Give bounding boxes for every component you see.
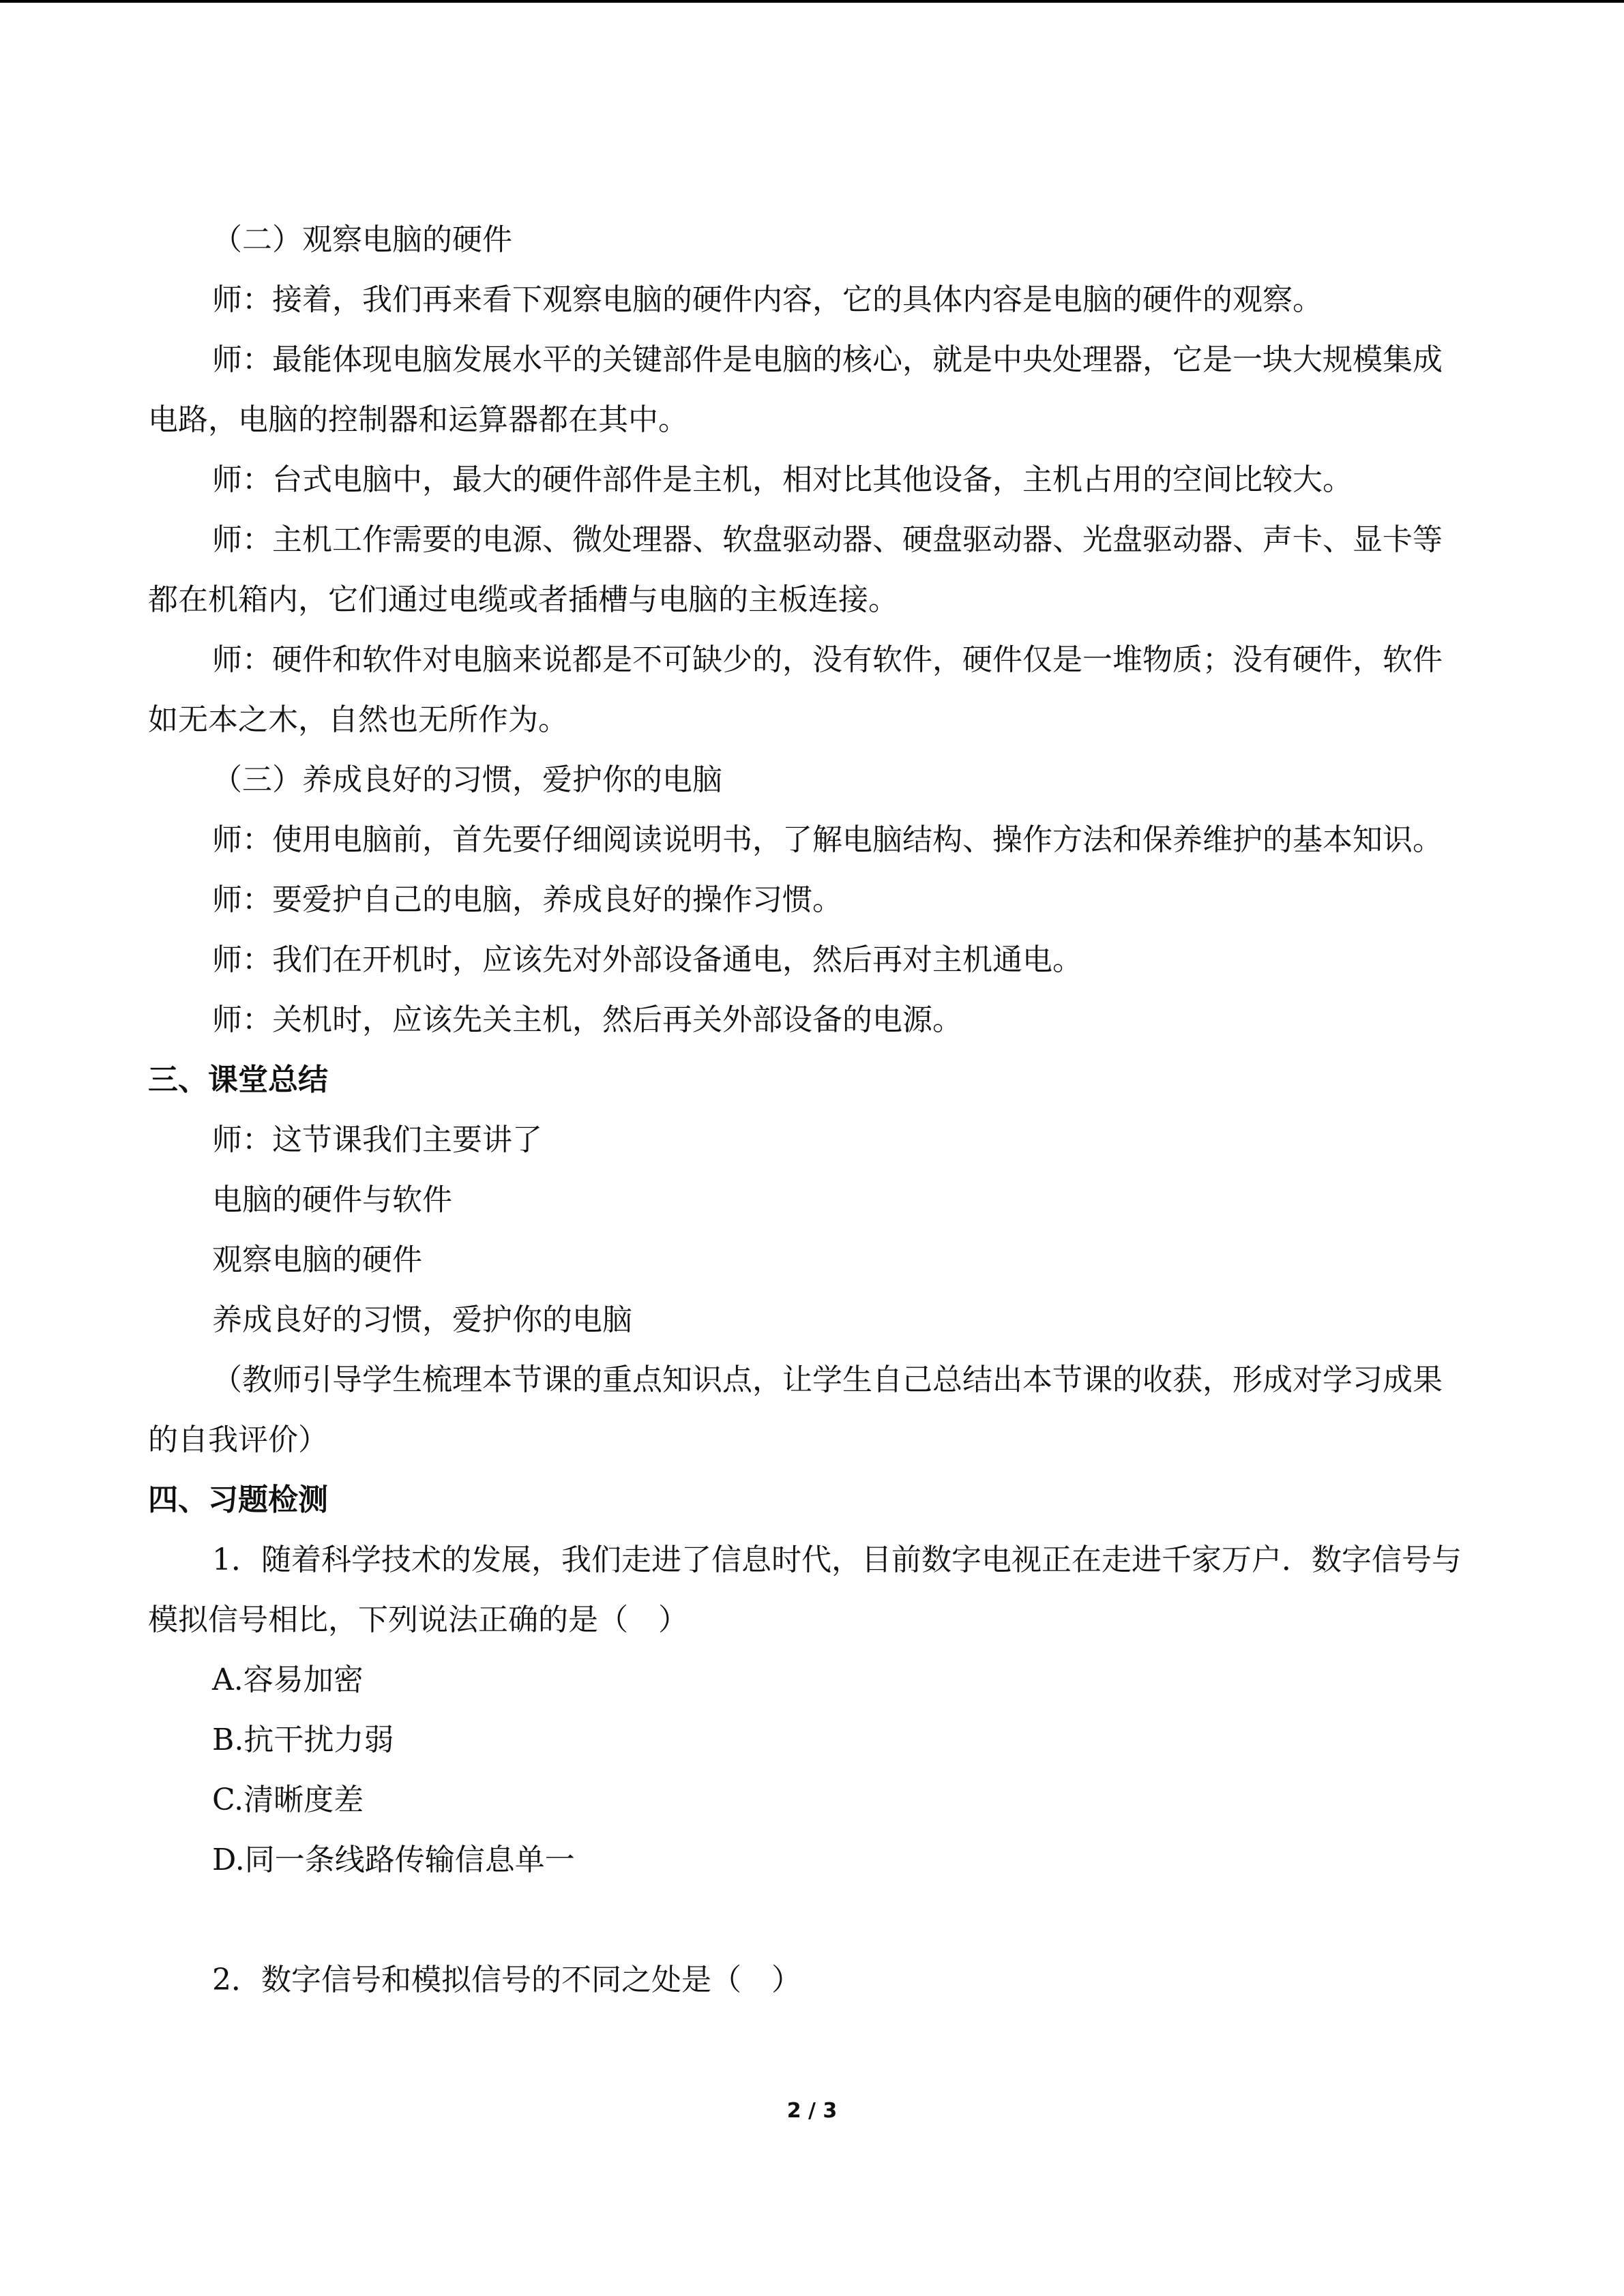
paragraph: 师：要爱护自己的电脑，养成良好的操作习惯。: [212, 882, 842, 917]
section-habit-title: （三）养成良好的习惯，爱护你的电脑: [212, 762, 722, 797]
summary-line: 电脑的硬件与软件: [212, 1182, 452, 1217]
question-1-option-d: D.同一条线路传输信息单一: [212, 1843, 575, 1877]
page-number: 2 / 3: [786, 2099, 838, 2123]
question-1-option-c: C.清晰度差: [212, 1783, 364, 1817]
document-body: [148, 210, 1471, 2010]
question-2: 2．数字信号和模拟信号的不同之处是（ ）: [212, 1963, 801, 1997]
summary-line: 观察电脑的硬件: [212, 1242, 422, 1277]
blank-line: [148, 1890, 1471, 1950]
exercise-heading: 四、习题检测: [148, 1482, 328, 1517]
summary-note: （教师引导学生梳理本节课的重点知识点，让学生自己总结出本节课的收获，形成对学习成果的自我评价）: [148, 1362, 1443, 1457]
paragraph: 师：台式电脑中，最大的硬件部件是主机，相对比其他设备，主机占用的空间比较大。: [212, 462, 1353, 497]
summary-line: 师：这节课我们主要讲了: [212, 1122, 542, 1157]
summary-heading: 三、课堂总结: [148, 1062, 328, 1097]
paragraph: 师：接着，我们再来看下观察电脑的硬件内容，它的具体内容是电脑的硬件的观察。: [212, 282, 1323, 317]
paragraph: 师：硬件和软件对电脑来说都是不可缺少的，没有软件，硬件仅是一堆物质；没有硬件，软件如无本之木，自然也无所作为。: [148, 642, 1443, 737]
question-1: 1．随着科学技术的发展，我们走进了信息时代，目前数字电视正在走进千家万户．数字信号与模拟信号相比，下列说法正确的是（ ）: [148, 1542, 1462, 1637]
question-1-option-a: A.容易加密: [212, 1663, 364, 1697]
section-observe-title: （二）观察电脑的硬件: [212, 222, 512, 257]
paragraph: 师：关机时，应该先关主机，然后再关外部设备的电源。: [212, 1002, 962, 1037]
summary-line: 养成良好的习惯，爱护你的电脑: [212, 1302, 632, 1337]
question-1-option-b: B.抗干扰力弱: [212, 1723, 394, 1757]
paragraph: 师：使用电脑前，首先要仔细阅读说明书，了解电脑结构、操作方法和保养维护的基本知识。: [212, 822, 1443, 857]
paragraph: 师：主机工作需要的电源、微处理器、软盘驱动器、硬盘驱动器、光盘驱动器、声卡、显卡等都在机箱内，它们通过电缆或者插槽与电脑的主板连接。: [148, 522, 1443, 617]
page-top-border: [0, 0, 1624, 3]
paragraph: 师：我们在开机时，应该先对外部设备通电，然后再对主机通电。: [212, 942, 1082, 977]
paragraph: 师：最能体现电脑发展水平的关键部件是电脑的核心，就是中央处理器，它是一块大规模集成电路，电脑的控制器和运算器都在其中。: [148, 342, 1443, 437]
